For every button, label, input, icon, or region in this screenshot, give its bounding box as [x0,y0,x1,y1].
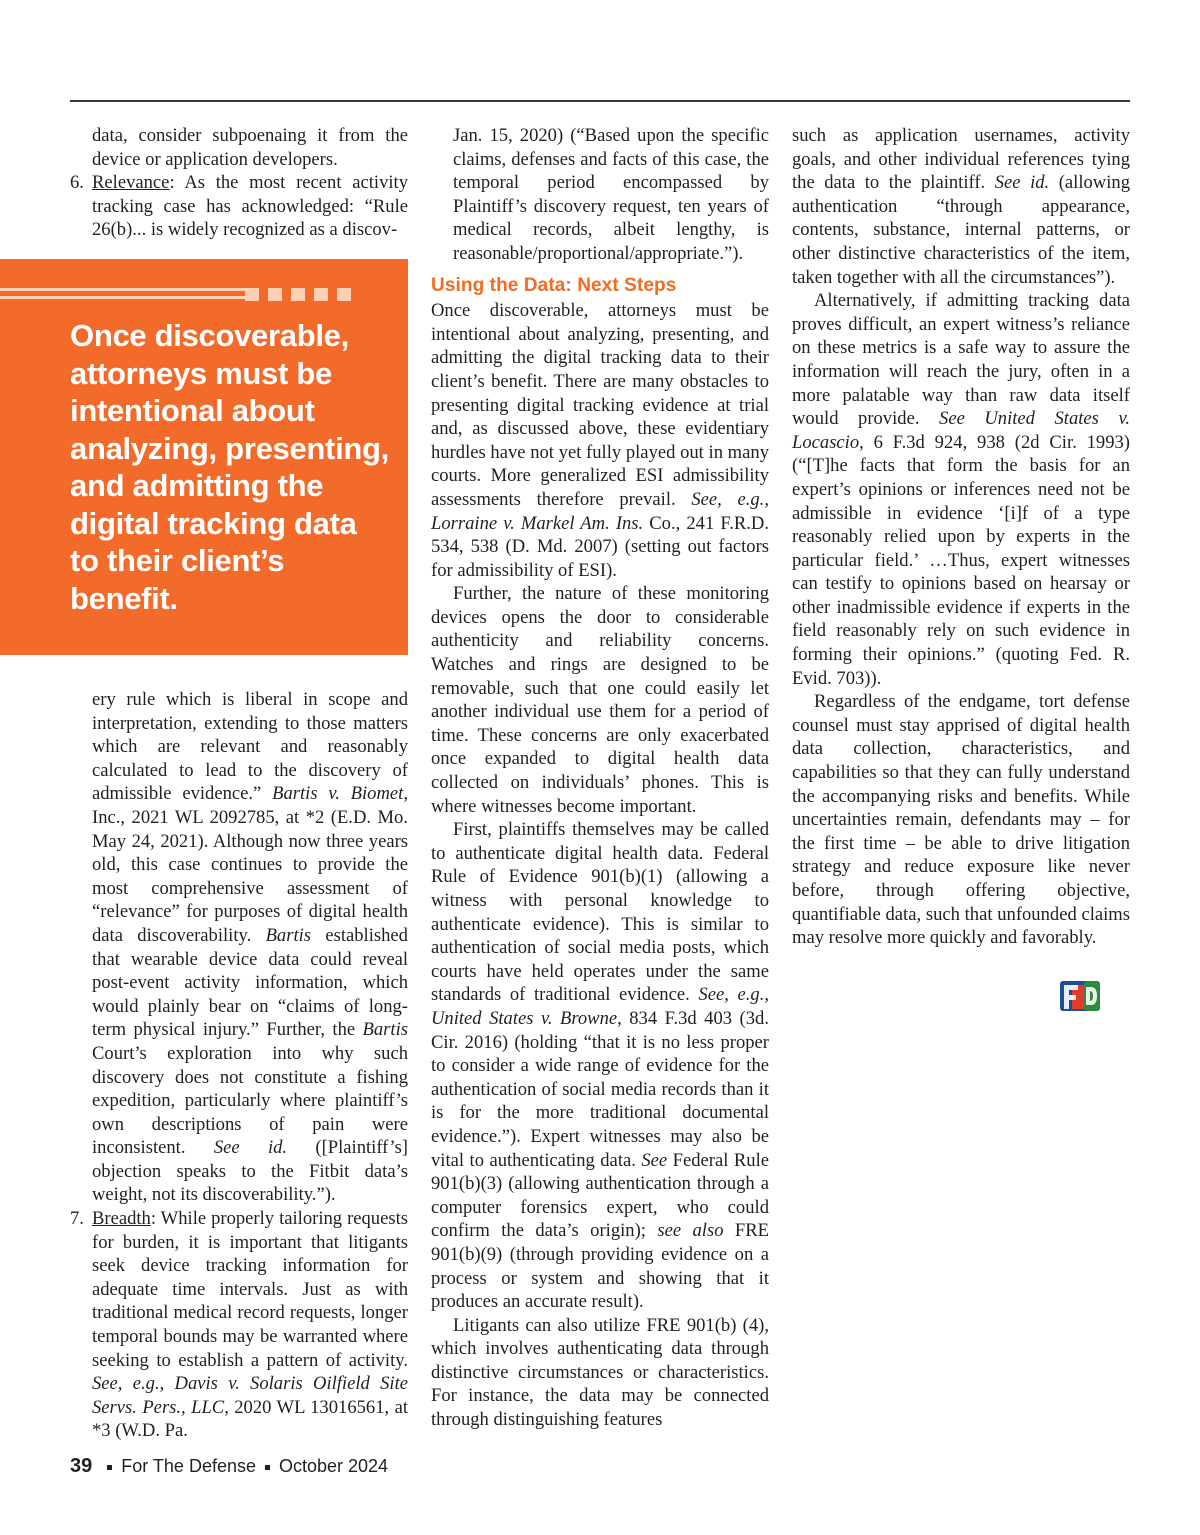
item-7-label: Breadth [92,1208,151,1230]
list-item-6-continuation: ery rule which is liberal in scope and interpretation, extending to those matters which are relevant and reasonably calculated to lead to the discovery of admissible evidence.” Bartis v. Biomet, Inc., 2021 WL 2092785, at *2 (E.D. Mo. May 24, 2021). Although now three years old, this case continues to provide the most comprehensive assessment of “relevance” for purposes of digital health data discoverability. Bartis established that wearable device data could reveal post-event activity information, which would plainly bear on “claims of long-term physical injury.” Further, the Bartis Court’s exploration into why such discovery does not constitute a fishing expedition, particularly where plaintiff’s own descriptions of pain were inconsistent. See id. ([Plaintiff’s] objection speaks to the Fitbit data’s weight, not its discoverability.”). [92,689,408,1206]
pull-quote-text: Once discoverable, attorneys must be intentional about analyzing, presenting, and admitting the digital tracking data to their client’s benefit. [70,318,389,616]
section-heading: Using the Data: Next Steps [431,274,677,296]
paragraph: such as application usernames, activity goals, and other individual references tying the data to the plaintiff. See id. (allowing authentication “through appearance, contents, substance, internal patterns, or other distinctive characteristics of the item, taken together with all the circumstances”). [792,125,1130,288]
list-item-6: 6. Relevance: As the most recent activity tracking case has acknowledged: “Rule 26(b)... is widely recognized as a discov- [70,172,408,241]
paragraph: Once discoverable, attorneys must be intentional about analyzing, presenting, and admitting the digital tracking data to their client’s benefit. There are many obstacles to presenting digital tracking evidence at trial and, as discussed above, these evidentiary hurdles have not yet fully played out in many courts. More generalized ESI admissibility assessments therefore prevail. See, e.g., Lorraine v. Markel Am. Ins. Co., 241 F.R.D. 534, 538 (D. Md. 2007) (setting out factors for admissibility of ESI). [431,300,769,581]
publication-name: For The Defense [121,1456,256,1476]
column-2 [431,124,769,1432]
column-3 [792,124,1130,950]
paragraph: First, plaintiffs themselves may be called to authenticate digital health data. Federal Rule of Evidence 901(b)(1) (allowing a witness with personal knowledge to authenticate evidence). This is similar to authentication of social media posts, which courts have held operates under the same standards of traditional evidence. See, e.g., United States v. Browne, 834 F.3d 403 (3d. Cir. 2016) (holding “that it is no less proper to consider a wide range of evidence for the authentication of social media records than it is for the more traditional documental evidence.”). Expert witnesses may also be vital to authenticating data. See Federal Rule 901(b)(3) (allowing authentication through a computer forensics expert, who could confirm the data’s origin); see also FRE 901(b)(9) (through providing evidence on a process or system and showing that it produces an accurate result). [431,819,770,1313]
column-1-bottom [70,688,408,1443]
pull-quote-box [0,259,408,655]
item-6-label: Relevance [92,172,170,194]
column-1-top [70,124,408,242]
footer-bullet [107,1465,112,1470]
ftd-logo [1058,979,1102,1013]
issue-date: October 2024 [279,1456,389,1476]
list-item-5-continuation: data, consider subpoenaing it from the device or application developers. [92,125,408,170]
list-item-7: 7. Breadth: While properly tailoring requests for burden, it is important that litigants seek device tracking information for adequate time intervals. Just as with traditional medical record requests, longer temporal bounds may be warranted where seeking to establish a pattern of activity. See, e.g., Davis v. Solaris Oilfield Site Servs. Pers., LLC, 2020 WL 13016561, at *3 (W.D. Pa. [70,1208,408,1442]
page-footer [70,1455,388,1478]
paragraph: Alternatively, if admitting tracking data proves difficult, an expert witness’s reliance on these metrics is a safe way to assure the information will reach the jury, often in a more palatable way than raw data itself would provide. See United States v. Locascio, 6 F.3d 924, 938 (2d Cir. 1993) (“[T]he facts that form the basis for an expert’s opinions or inferences need not be admissible in evidence ‘[i]f of a type reasonably relied upon by experts in the particular field.’ …Thus, expert witnesses can testify to opinions based on hearsay or other inadmissible evidence if experts in the field reasonably rely on such evidence in forming their opinions.” (quoting Fed. R. Evid. 703)). [792,290,1130,689]
list-item-7-continuation: Jan. 15, 2020) (“Based upon the specific claims, defenses and facts of this case, the temporal period encompassed by Plaintiff’s discovery request, ten years of medical records, albeit lengthy, is reasonable/proportional/appropriate.”). [453,125,769,264]
paragraph: Further, the nature of these monitoring devices opens the door to considerable authenticity and reliability concerns. Watches and rings are designed to be removable, such that one could easily let another individual use them for a period of time. These concerns are only exacerbated once expanded to digital health data collected on individuals’ phones. This is where witnesses become important. [431,583,769,817]
header-rule [70,100,1130,102]
pull-quote-ornament [0,288,360,302]
paragraph: Regardless of the endgame, tort defense counsel must stay apprised of digital health data collection, characteristics, and capabilities so that they can fully understand the accompanying risks and benefits. While uncertainties remain, defendants may – for the first time – be able to drive litigation strategy and reduce exposure like never before, through offering objective, quantifiable data, such that unfounded claims may resolve more quickly and favorably. [792,691,1130,949]
paragraph: Litigants can also utilize FRE 901(b) (4), which involves authenticating data through distinctive circumstances or characteristics. For instance, the data may be connected through distinguishing features [431,1314,769,1431]
page-number: 39 [70,1455,93,1477]
footer-bullet [265,1465,270,1470]
